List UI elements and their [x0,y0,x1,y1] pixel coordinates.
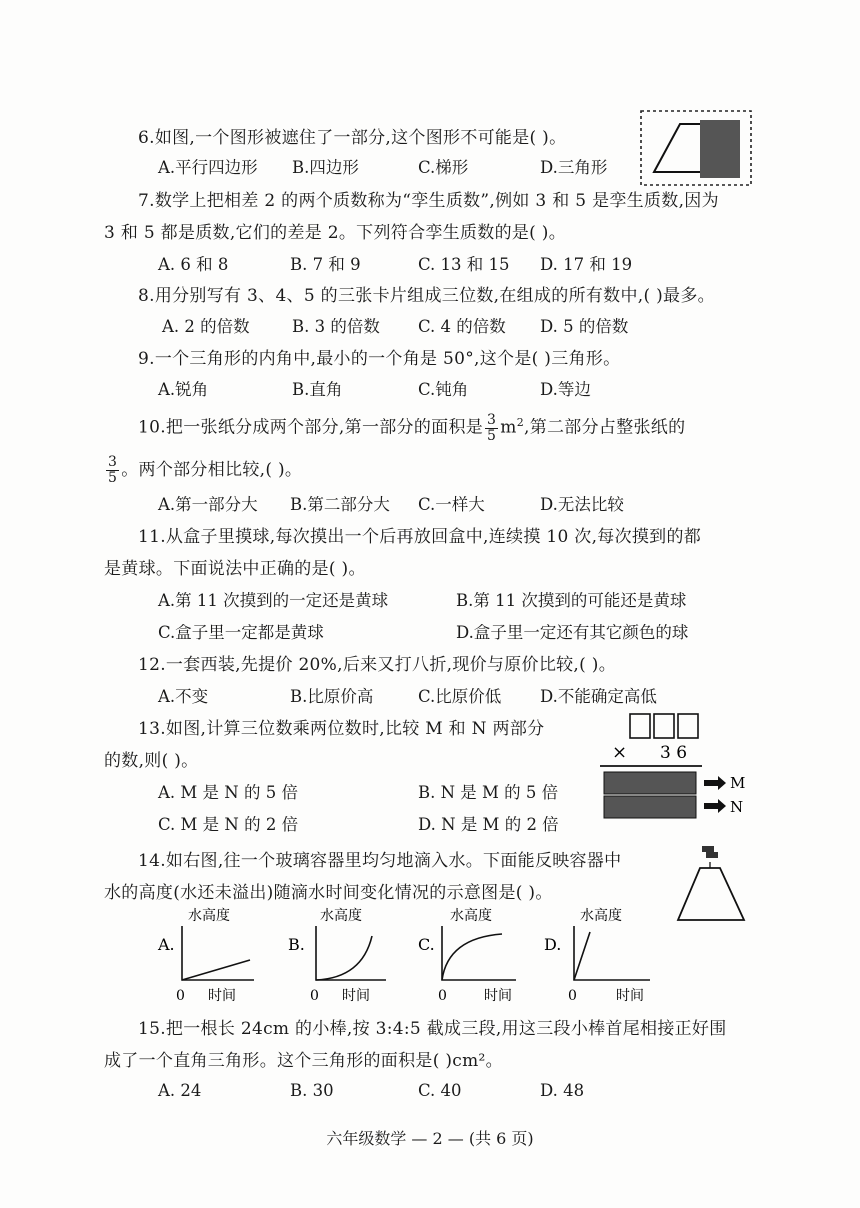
digit-box [630,714,650,738]
q9-option-c: C.钝角 [418,380,469,399]
q13-option-c: C. M 是 N 的 2 倍 [158,815,299,834]
q13-option-b: B. N 是 M 的 5 倍 [418,783,559,802]
graph-b-ylabel: 水高度 [320,908,362,924]
faucet-icon [702,846,718,858]
q15-option-b: B. 30 [290,1081,334,1100]
q10-line2-rest: 。两个部分相比较,( )。 [121,460,303,480]
q15-option-d: D. 48 [540,1081,585,1100]
q13-stem-line2: 的数,则( )。 [104,751,199,771]
q15-option-a: A. 24 [158,1081,202,1100]
multiplier-digits: 3 6 [660,743,688,763]
q10-option-a: A.第一部分大 [158,495,258,514]
graph-b-letter: B. [288,935,305,954]
q12-option-b: B.比原价高 [290,687,374,706]
q12-option-a: A.不变 [158,687,209,706]
q11-option-b: B.第 11 次摸到的可能还是黄球 [456,591,687,610]
fraction-numerator: 3 [487,411,497,428]
q7-option-a: A. 6 和 8 [158,255,229,274]
digit-box [654,714,674,738]
q6-figure [640,110,752,186]
graph-a-letter: A. [158,935,175,954]
graph-d-origin: 0 [568,988,577,1004]
graph-d-xlabel: 时间 [616,988,644,1004]
fraction-denominator: 5 [487,427,497,444]
q13-stem-line1: 13.如图,计算三位数乘两位数时,比较 M 和 N 两部分 [138,719,545,739]
q10-unit: m [500,417,517,438]
label-n: N [730,798,744,816]
graph-b-origin: 0 [310,988,319,1004]
q7-option-d: D. 17 和 19 [540,255,633,274]
graph-c-origin: 0 [438,988,447,1004]
q10-stem-line1 [138,412,685,444]
graph-d-axes [574,926,650,980]
q7-option-b: B. 7 和 9 [290,255,361,274]
graph-b-curve [316,936,372,980]
q14-stem-line2: 水的高度(水还未溢出)随滴水时间变化情况的示意图是( )。 [104,883,553,903]
q13-option-d: D. N 是 M 的 2 倍 [418,815,559,834]
fraction-denominator: 5 [108,470,118,486]
q11-stem-line2: 是黄球。下面说法中正确的是( )。 [104,559,366,579]
partial-product-n [604,796,696,818]
partial-product-m [604,772,696,794]
fraction-numerator: 3 [108,454,118,470]
q15-stem-line1: 15.把一根长 24cm 的小棒,按 3:4:5 截成三段,用这三段小棒首尾相接正好围 [138,1019,727,1039]
q9-option-a: A.锐角 [158,380,209,399]
graph-a-curve [182,960,250,980]
graph-c-xlabel: 时间 [484,988,512,1004]
q11-stem-line1: 11.从盒子里摸球,每次摸出一个后再放回盒中,连续摸 10 次,每次摸到的都 [138,527,702,547]
q10-stem-part1: 10.把一张纸分成两个部分,第一部分的面积是 [138,417,484,438]
graph-d-ylabel: 水高度 [580,908,622,924]
arrow-right-icon [704,799,726,813]
q9-option-d: D.等边 [540,380,591,399]
q10-fraction-2 [106,455,119,486]
q10-stem-line2 [104,455,302,486]
q8-option-d: D. 5 的倍数 [540,317,629,336]
q13-figure [596,710,756,830]
q12-stem: 12.一套西装,先提价 20%,后来又打八折,现价与原价比较,( )。 [138,655,617,675]
q13-option-a: A. M 是 N 的 5 倍 [158,783,298,802]
q10-option-c: C.一样大 [418,495,485,514]
graph-a-xlabel: 时间 [208,988,236,1004]
q6-stem: 6.如图,一个图形被遮住了一部分,这个图形不可能是( )。 [138,128,567,148]
q6-option-d: D.三角形 [540,158,608,177]
q7-stem-line2: 3 和 5 都是质数,它们的差是 2。下列符合孪生质数的是( )。 [104,223,567,243]
graph-c-ylabel: 水高度 [450,908,492,924]
graph-d-letter: D. [544,935,562,954]
q10-option-d: D.无法比较 [540,495,624,514]
q6-option-c: C.梯形 [418,158,469,177]
q8-option-c: C. 4 的倍数 [418,317,506,336]
graph-d-curve [574,932,590,980]
q15-stem-line2: 成了一个直角三角形。这个三角形的面积是( )cm²。 [104,1051,503,1071]
graph-a-ylabel: 水高度 [188,908,230,924]
q8-option-a: A. 2 的倍数 [162,317,250,336]
q10-option-b: B.第二部分大 [290,495,390,514]
label-m: M [730,774,746,792]
q12-option-c: C.比原价低 [418,687,502,706]
q6-option-b: B.四边形 [292,158,359,177]
q10-fraction [485,413,498,444]
graph-c-curve [442,934,502,980]
q9-stem: 9.一个三角形的内角中,最小的一个角是 50°,这个是( )三角形。 [138,349,621,369]
q10-stem-part2: ,第二部分占整张纸的 [524,417,686,438]
q10-unit-exponent: 2 [516,416,524,429]
graph-b-axes [316,926,386,980]
partial-shape [654,124,708,172]
q8-stem: 8.用分别写有 3、4、5 的三张卡片组成三位数,在组成的所有数中,( )最多。 [138,286,715,306]
q15-option-c: C. 40 [418,1081,462,1100]
page-footer: 六年级数学 — 2 — (共 6 页) [326,1129,534,1148]
q12-option-d: D.不能确定高低 [540,687,657,706]
arrow-right-icon [704,776,726,790]
q7-stem-line1: 7.数学上把相差 2 的两个质数称为“孪生质数”,例如 3 和 5 是孪生质数,因为 [138,191,719,211]
multiply-sign: × [612,742,628,763]
q14-graphs [150,902,710,1006]
graph-a-axes [182,926,254,980]
q11-option-a: A.第 11 次摸到的一定还是黄球 [158,591,389,610]
q7-option-c: C. 13 和 15 [418,255,510,274]
graph-a-origin: 0 [176,988,185,1004]
q11-option-d: D.盒子里一定还有其它颜色的球 [456,623,689,642]
cover-block [700,120,740,178]
graph-b-xlabel: 时间 [342,988,370,1004]
q8-option-b: B. 3 的倍数 [292,317,380,336]
q9-option-b: B.直角 [292,380,343,399]
digit-box [678,714,698,738]
q6-option-a: A.平行四边形 [158,158,258,177]
graph-c-letter: C. [418,935,435,954]
q11-option-c: C.盒子里一定都是黄球 [158,623,324,642]
q14-stem-line1: 14.如右图,往一个玻璃容器里均匀地滴入水。下面能反映容器中 [138,851,622,871]
